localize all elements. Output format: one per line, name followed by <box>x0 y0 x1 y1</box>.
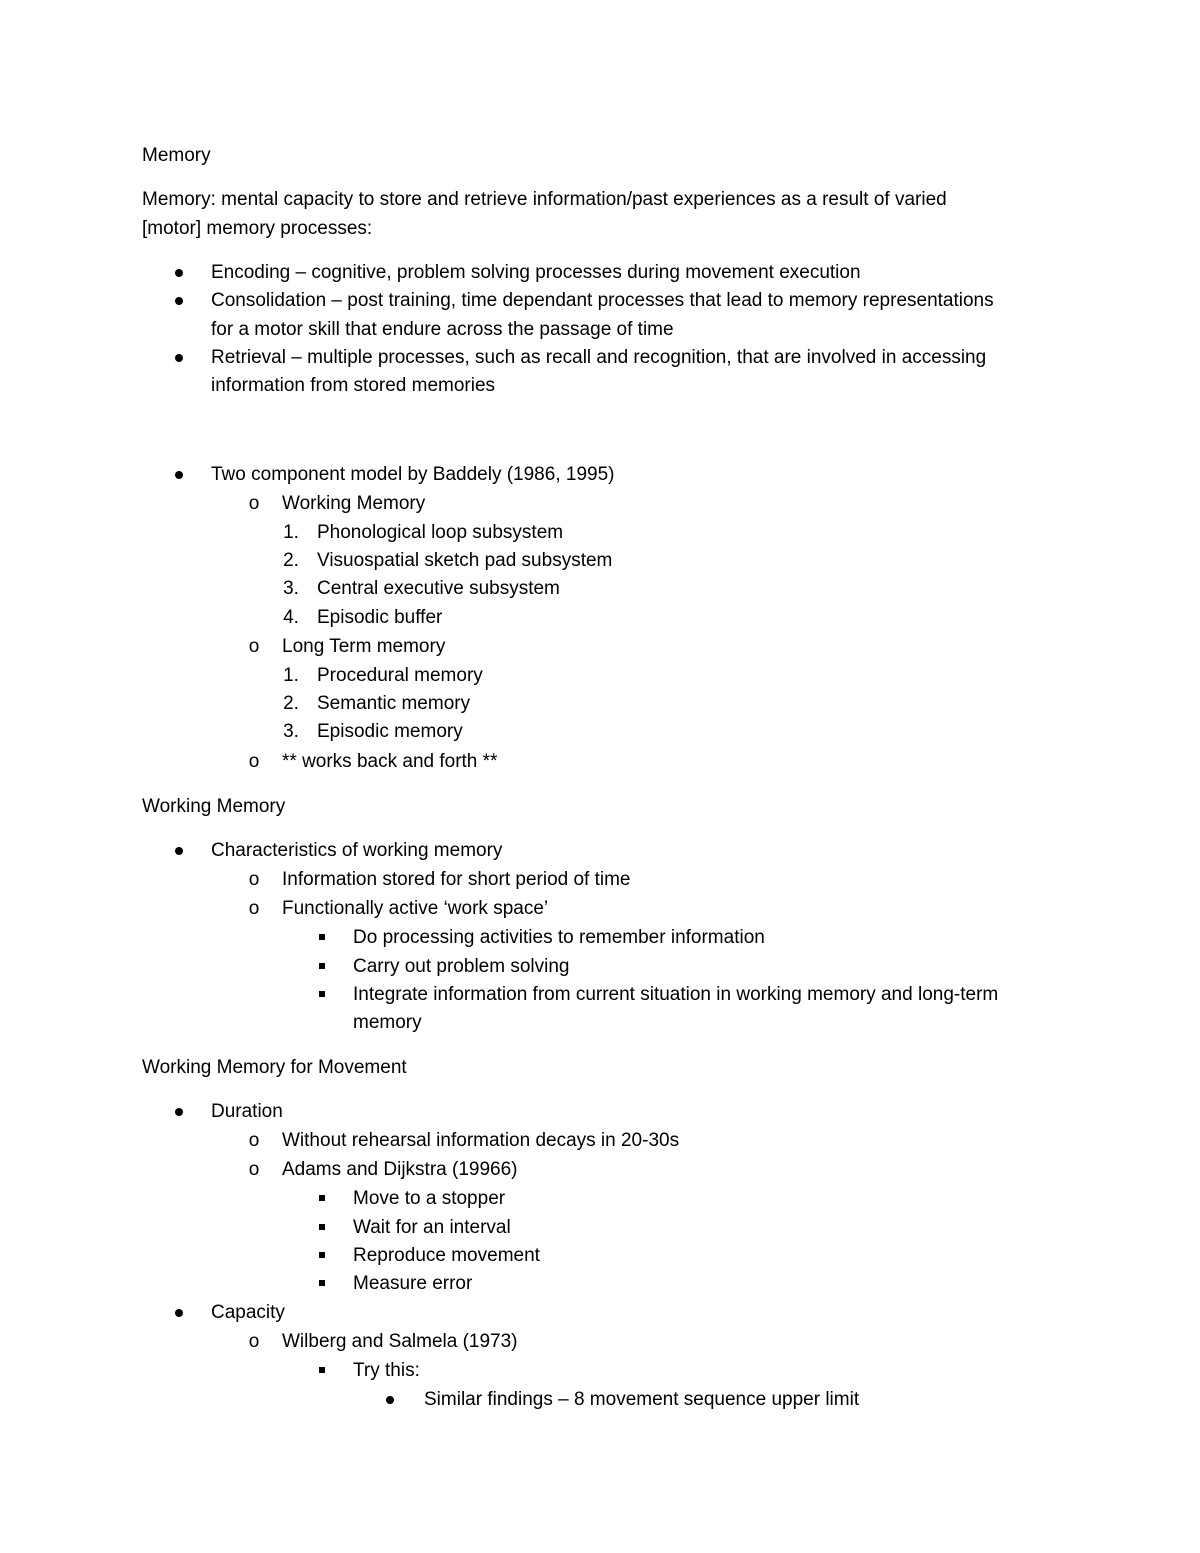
process-consolidation-cont: for a motor skill that endure across the passage of time <box>211 319 674 340</box>
square-bullet-icon <box>319 1367 325 1373</box>
long-term-label: Long Term memory <box>282 636 446 657</box>
wm-item: Central executive subsystem <box>317 578 560 599</box>
wm-item: Phonological loop subsystem <box>317 522 564 543</box>
number-marker: 2. <box>283 550 299 571</box>
wm-bullet: Integrate information from current situation in working memory and long-term <box>353 984 999 1005</box>
hollow-bullet-icon: o <box>248 869 260 890</box>
bullet-icon <box>175 847 183 855</box>
number-marker: 1. <box>283 665 299 686</box>
process-consolidation: Consolidation – post training, time dependant processes that lead to memory representations <box>211 290 994 311</box>
wm-bullet-cont: memory <box>353 1012 422 1033</box>
bullet-icon <box>175 1309 183 1317</box>
process-retrieval: Retrieval – multiple processes, such as recall and recognition, that are involved in accessing <box>211 347 987 368</box>
adams-dijkstra: Adams and Dijkstra (19966) <box>282 1159 518 1180</box>
process-retrieval-cont: information from stored memories <box>211 375 496 396</box>
hollow-bullet-icon: o <box>248 493 260 514</box>
duration-label: Duration <box>211 1101 283 1122</box>
adams-step: Measure error <box>353 1273 473 1294</box>
ltm-item: Procedural memory <box>317 665 483 686</box>
intro-line-2: [motor] memory processes: <box>142 218 373 239</box>
hollow-bullet-icon: o <box>248 1130 260 1151</box>
document-title: Memory <box>142 145 211 166</box>
bullet-icon <box>175 471 183 479</box>
model-note: ** works back and forth ** <box>282 751 498 772</box>
try-this: Try this: <box>353 1360 420 1381</box>
wm-item: Visuospatial sketch pad subsystem <box>317 550 613 571</box>
section-heading-working-memory: Working Memory <box>142 796 286 817</box>
wm-bullet: Carry out problem solving <box>353 956 570 977</box>
ltm-item: Semantic memory <box>317 693 471 714</box>
number-marker: 1. <box>283 522 299 543</box>
process-encoding: Encoding – cognitive, problem solving processes during movement execution <box>211 262 861 283</box>
decay-text: Without rehearsal information decays in 20-30s <box>282 1130 680 1151</box>
intro-line-1: Memory: mental capacity to store and retrieve information/past experiences as a result of varied <box>142 189 947 210</box>
wm-item: Episodic buffer <box>317 607 443 628</box>
bullet-icon <box>175 1108 183 1116</box>
hollow-bullet-icon: o <box>248 1159 260 1180</box>
ltm-item: Episodic memory <box>317 721 463 742</box>
number-marker: 2. <box>283 693 299 714</box>
square-bullet-icon <box>319 1280 325 1286</box>
wilberg-salmela: Wilberg and Salmela (1973) <box>282 1331 518 1352</box>
wm-bullet: Do processing activities to remember information <box>353 927 765 948</box>
working-memory-label: Working Memory <box>282 493 426 514</box>
number-marker: 4. <box>283 607 299 628</box>
square-bullet-icon <box>319 934 325 940</box>
hollow-bullet-icon: o <box>248 636 260 657</box>
hollow-bullet-icon: o <box>248 898 260 919</box>
number-marker: 3. <box>283 578 299 599</box>
square-bullet-icon <box>319 963 325 969</box>
model-label: Two component model by Baddely (1986, 1995) <box>211 464 615 485</box>
bullet-icon <box>175 354 183 362</box>
adams-step: Move to a stopper <box>353 1188 506 1209</box>
wm-sub-1: Information stored for short period of time <box>282 869 631 890</box>
number-marker: 3. <box>283 721 299 742</box>
adams-step: Wait for an interval <box>353 1217 511 1238</box>
square-bullet-icon <box>319 1252 325 1258</box>
wm-characteristics: Characteristics of working memory <box>211 840 503 861</box>
bullet-icon <box>175 297 183 305</box>
capacity-label: Capacity <box>211 1302 285 1323</box>
square-bullet-icon <box>319 991 325 997</box>
section-heading-wm-movement: Working Memory for Movement <box>142 1057 407 1078</box>
square-bullet-icon <box>319 1195 325 1201</box>
bullet-icon <box>386 1396 394 1404</box>
wm-sub-2: Functionally active ‘work space’ <box>282 898 549 919</box>
similar-findings: Similar findings – 8 movement sequence upper limit <box>424 1389 860 1410</box>
hollow-bullet-icon: o <box>248 751 260 772</box>
adams-step: Reproduce movement <box>353 1245 540 1266</box>
hollow-bullet-icon: o <box>248 1331 260 1352</box>
square-bullet-icon <box>319 1224 325 1230</box>
bullet-icon <box>175 269 183 277</box>
